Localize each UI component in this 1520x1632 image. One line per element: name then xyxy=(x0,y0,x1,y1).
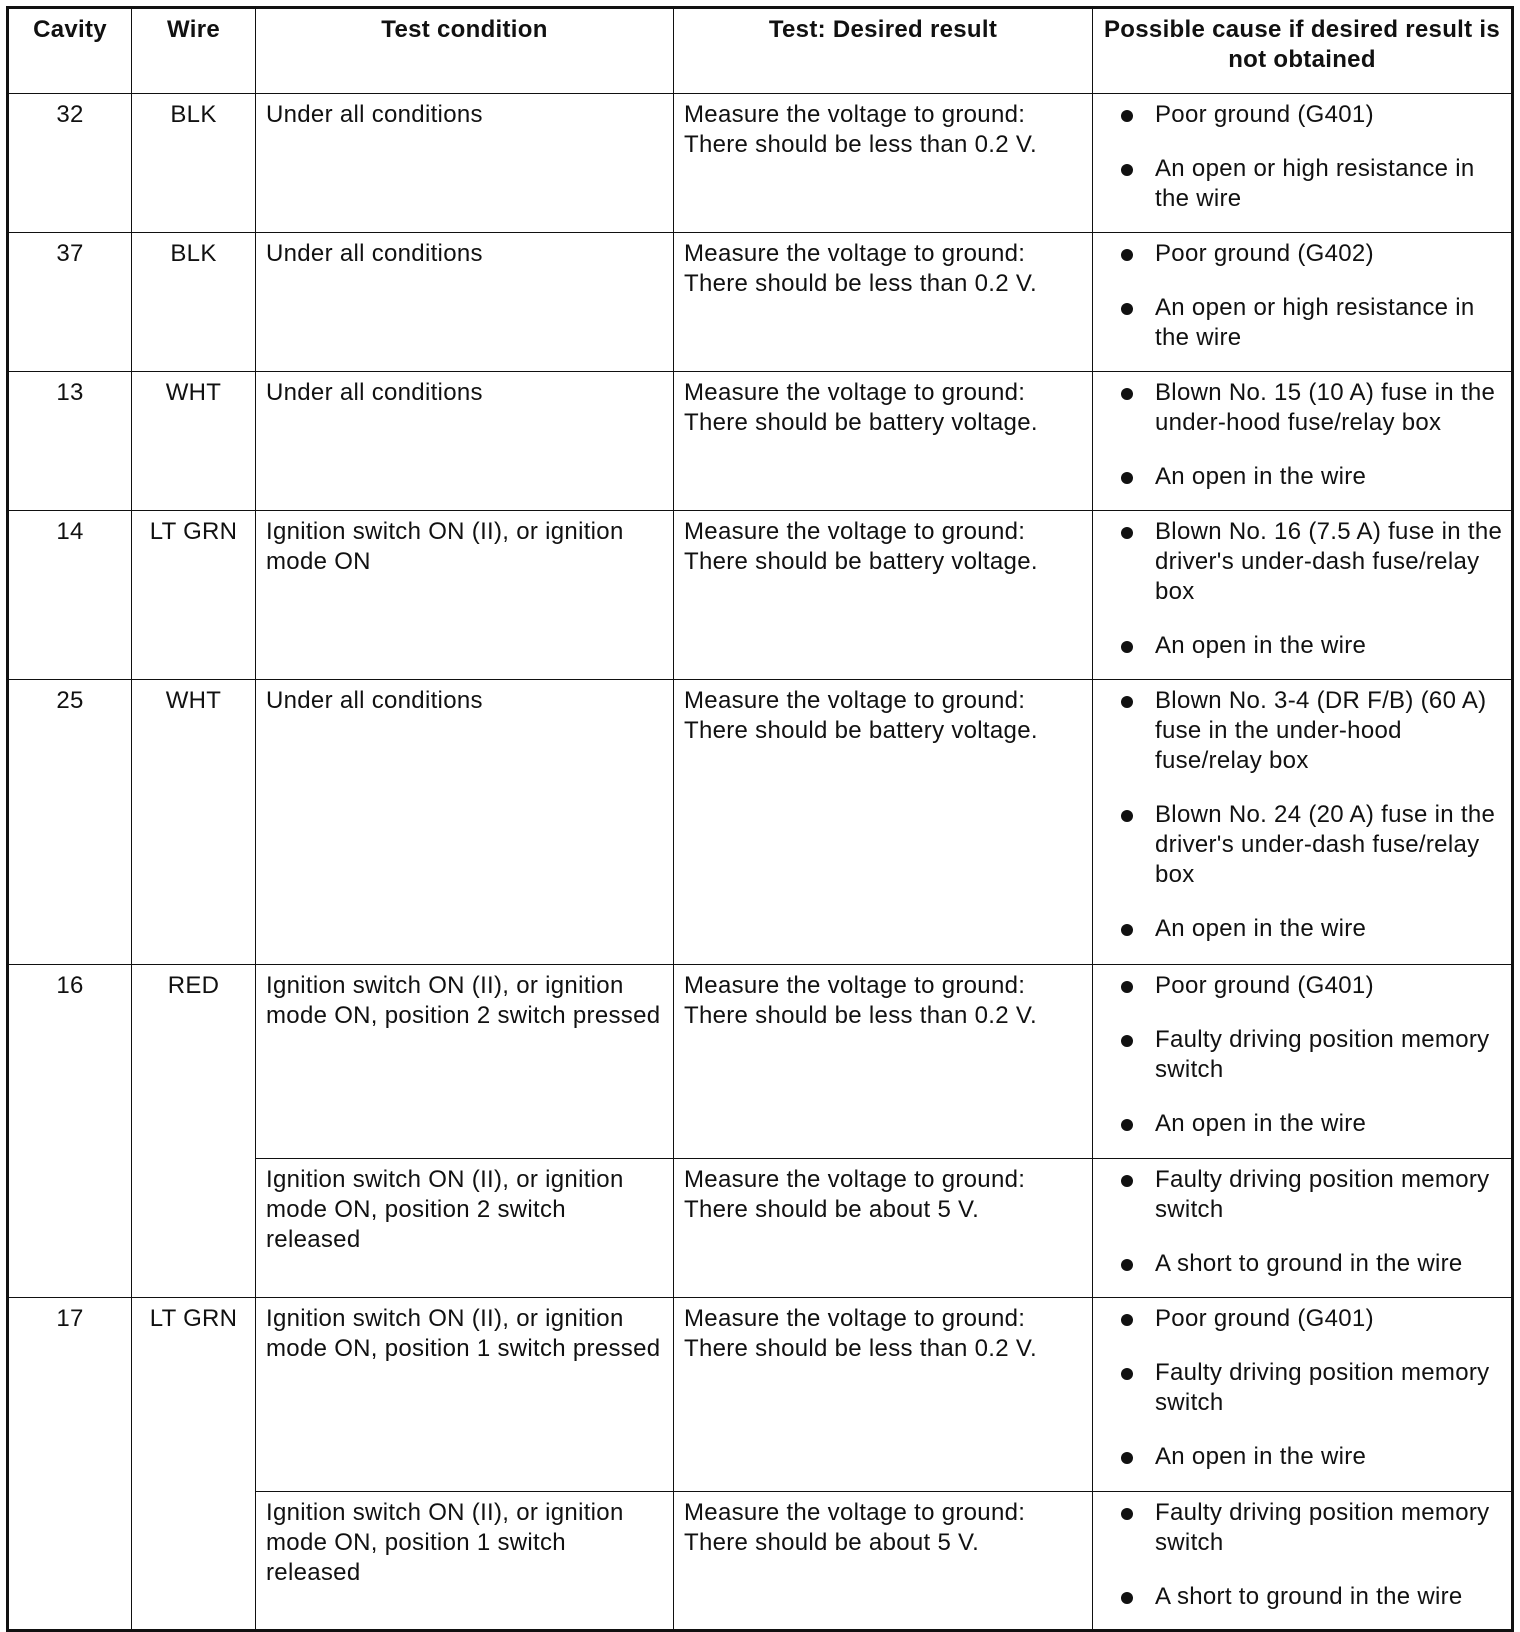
cause-item xyxy=(1115,631,1505,661)
bullet-icon xyxy=(1121,1119,1133,1131)
table-row xyxy=(8,965,1513,1159)
result-line: Measure the voltage to ground: xyxy=(684,687,1026,714)
cause-text: Faulty driving position memory switch xyxy=(1155,1026,1490,1083)
cause-item xyxy=(1115,462,1505,492)
table-row xyxy=(8,680,1513,965)
cause-cell xyxy=(1093,1298,1513,1492)
cavity-cell: 14 xyxy=(8,511,132,680)
cause-item xyxy=(1115,154,1505,214)
cause-text: Blown No. 3-4 (DR F/B) (60 A) fuse in the under-hood fuse/relay box xyxy=(1155,687,1487,774)
cavity-cell: 13 xyxy=(8,372,132,511)
cause-cell xyxy=(1093,680,1513,965)
bullet-icon xyxy=(1121,303,1133,315)
header-row xyxy=(8,8,1513,94)
bullet-icon xyxy=(1121,164,1133,176)
bullet-icon xyxy=(1121,472,1133,484)
cause-text: An open in the wire xyxy=(1155,632,1367,659)
result-line: There should be about 5 V. xyxy=(684,1196,980,1223)
cause-text: Faulty driving position memory switch xyxy=(1155,1359,1490,1416)
bullet-icon xyxy=(1121,981,1133,993)
cause-text: Poor ground (G401) xyxy=(1155,1305,1374,1332)
cause-item xyxy=(1115,1304,1505,1334)
cause-text: An open or high resistance in the wire xyxy=(1155,155,1475,212)
result-cell xyxy=(674,372,1093,511)
table-row xyxy=(8,1298,1513,1492)
bullet-icon xyxy=(1121,1259,1133,1271)
bullet-icon xyxy=(1121,924,1133,936)
result-cell xyxy=(674,511,1093,680)
result-line: Measure the voltage to ground: xyxy=(684,1499,1026,1526)
cause-text: A short to ground in the wire xyxy=(1155,1583,1463,1610)
condition-cell: Under all conditions xyxy=(256,680,674,965)
result-line: Measure the voltage to ground: xyxy=(684,379,1026,406)
cause-item xyxy=(1115,1165,1505,1225)
bullet-icon xyxy=(1121,249,1133,261)
bullet-icon xyxy=(1121,1592,1133,1604)
bullet-icon xyxy=(1121,1508,1133,1520)
cause-cell xyxy=(1093,965,1513,1159)
cause-cell xyxy=(1093,94,1513,233)
condition-cell: Ignition switch ON (II), or ignition mode ON, position 1 switch released xyxy=(256,1492,674,1631)
table-row xyxy=(8,511,1513,680)
result-line: Measure the voltage to ground: xyxy=(684,518,1026,545)
cause-item xyxy=(1115,1109,1505,1139)
result-cell xyxy=(674,94,1093,233)
cause-text: An open in the wire xyxy=(1155,1443,1367,1470)
cause-cell xyxy=(1093,233,1513,372)
cause-text: Faulty driving position memory switch xyxy=(1155,1499,1490,1556)
result-line: There should be less than 0.2 V. xyxy=(684,270,1037,297)
bullet-icon xyxy=(1121,527,1133,539)
condition-cell: Ignition switch ON (II), or ignition mode ON xyxy=(256,511,674,680)
cause-item xyxy=(1115,239,1505,269)
result-line: There should be less than 0.2 V. xyxy=(684,1335,1037,1362)
cavity-cell: 37 xyxy=(8,233,132,372)
bullet-icon xyxy=(1121,110,1133,122)
cause-item xyxy=(1115,100,1505,130)
table-row xyxy=(8,233,1513,372)
header-test-condition: Test condition xyxy=(256,8,674,94)
result-line: There should be less than 0.2 V. xyxy=(684,131,1037,158)
cause-item xyxy=(1115,1249,1505,1279)
header-cavity: Cavity xyxy=(8,8,132,94)
cause-text: An open in the wire xyxy=(1155,915,1367,942)
condition-cell: Ignition switch ON (II), or ignition mode ON, position 2 switch pressed xyxy=(256,965,674,1159)
bullet-icon xyxy=(1121,1035,1133,1047)
bullet-icon xyxy=(1121,388,1133,400)
result-line: There should be less than 0.2 V. xyxy=(684,1002,1037,1029)
header-possible-cause: Possible cause if desired result is not obtained xyxy=(1093,8,1513,94)
cause-cell xyxy=(1093,1492,1513,1631)
condition-cell: Under all conditions xyxy=(256,233,674,372)
cause-item xyxy=(1115,971,1505,1001)
cause-text: An open in the wire xyxy=(1155,1110,1367,1137)
cavity-cell: 25 xyxy=(8,680,132,965)
cavity-cell: 16 xyxy=(8,965,132,1298)
wire-cell: BLK xyxy=(132,233,256,372)
cause-item xyxy=(1115,293,1505,353)
bullet-icon xyxy=(1121,1452,1133,1464)
bullet-icon xyxy=(1121,810,1133,822)
result-line: There should be battery voltage. xyxy=(684,717,1038,744)
wire-cell: WHT xyxy=(132,680,256,965)
cause-cell xyxy=(1093,1159,1513,1298)
result-cell xyxy=(674,965,1093,1159)
cause-text: Poor ground (G402) xyxy=(1155,240,1374,267)
bullet-icon xyxy=(1121,641,1133,653)
cause-item xyxy=(1115,517,1505,607)
wire-cell: WHT xyxy=(132,372,256,511)
cause-cell xyxy=(1093,372,1513,511)
table-row xyxy=(8,94,1513,233)
result-line: Measure the voltage to ground: xyxy=(684,1305,1026,1332)
cause-item xyxy=(1115,1442,1505,1472)
cause-cell xyxy=(1093,511,1513,680)
cause-text: Blown No. 16 (7.5 A) fuse in the driver's under-dash fuse/relay box xyxy=(1155,518,1503,605)
result-line: Measure the voltage to ground: xyxy=(684,1166,1026,1193)
wire-cell: LT GRN xyxy=(132,1298,256,1631)
cause-item xyxy=(1115,914,1505,944)
cavity-cell: 17 xyxy=(8,1298,132,1631)
cause-item xyxy=(1115,800,1505,890)
connector-test-table xyxy=(6,6,1514,1632)
cause-text: Blown No. 15 (10 A) fuse in the under-hood fuse/relay box xyxy=(1155,379,1496,436)
result-line: Measure the voltage to ground: xyxy=(684,101,1026,128)
result-cell xyxy=(674,680,1093,965)
bullet-icon xyxy=(1121,1175,1133,1187)
condition-cell: Under all conditions xyxy=(256,372,674,511)
cause-text: An open in the wire xyxy=(1155,463,1367,490)
cause-text: Poor ground (G401) xyxy=(1155,101,1374,128)
condition-cell: Ignition switch ON (II), or ignition mode ON, position 1 switch pressed xyxy=(256,1298,674,1492)
bullet-icon xyxy=(1121,696,1133,708)
cause-item xyxy=(1115,1498,1505,1558)
cause-text: An open or high resistance in the wire xyxy=(1155,294,1475,351)
cause-text: A short to ground in the wire xyxy=(1155,1250,1463,1277)
wire-cell: BLK xyxy=(132,94,256,233)
table-row xyxy=(8,372,1513,511)
result-line: There should be battery voltage. xyxy=(684,548,1038,575)
cause-item xyxy=(1115,1358,1505,1418)
cavity-cell: 32 xyxy=(8,94,132,233)
result-line: There should be about 5 V. xyxy=(684,1529,980,1556)
cause-item xyxy=(1115,1582,1505,1612)
header-wire: Wire xyxy=(132,8,256,94)
bullet-icon xyxy=(1121,1368,1133,1380)
header-desired-result: Test: Desired result xyxy=(674,8,1093,94)
result-line: There should be battery voltage. xyxy=(684,409,1038,436)
cause-text: Blown No. 24 (20 A) fuse in the driver's under-dash fuse/relay box xyxy=(1155,801,1496,888)
result-cell xyxy=(674,1159,1093,1298)
cause-text: Faulty driving position memory switch xyxy=(1155,1166,1490,1223)
cause-item xyxy=(1115,1025,1505,1085)
result-cell xyxy=(674,1298,1093,1492)
cause-item xyxy=(1115,378,1505,438)
wire-cell: LT GRN xyxy=(132,511,256,680)
condition-cell: Under all conditions xyxy=(256,94,674,233)
wire-cell: RED xyxy=(132,965,256,1298)
condition-cell: Ignition switch ON (II), or ignition mode ON, position 2 switch released xyxy=(256,1159,674,1298)
result-line: Measure the voltage to ground: xyxy=(684,972,1026,999)
cause-text: Poor ground (G401) xyxy=(1155,972,1374,999)
cause-item xyxy=(1115,686,1505,776)
result-cell xyxy=(674,1492,1093,1631)
result-line: Measure the voltage to ground: xyxy=(684,240,1026,267)
result-cell xyxy=(674,233,1093,372)
bullet-icon xyxy=(1121,1314,1133,1326)
